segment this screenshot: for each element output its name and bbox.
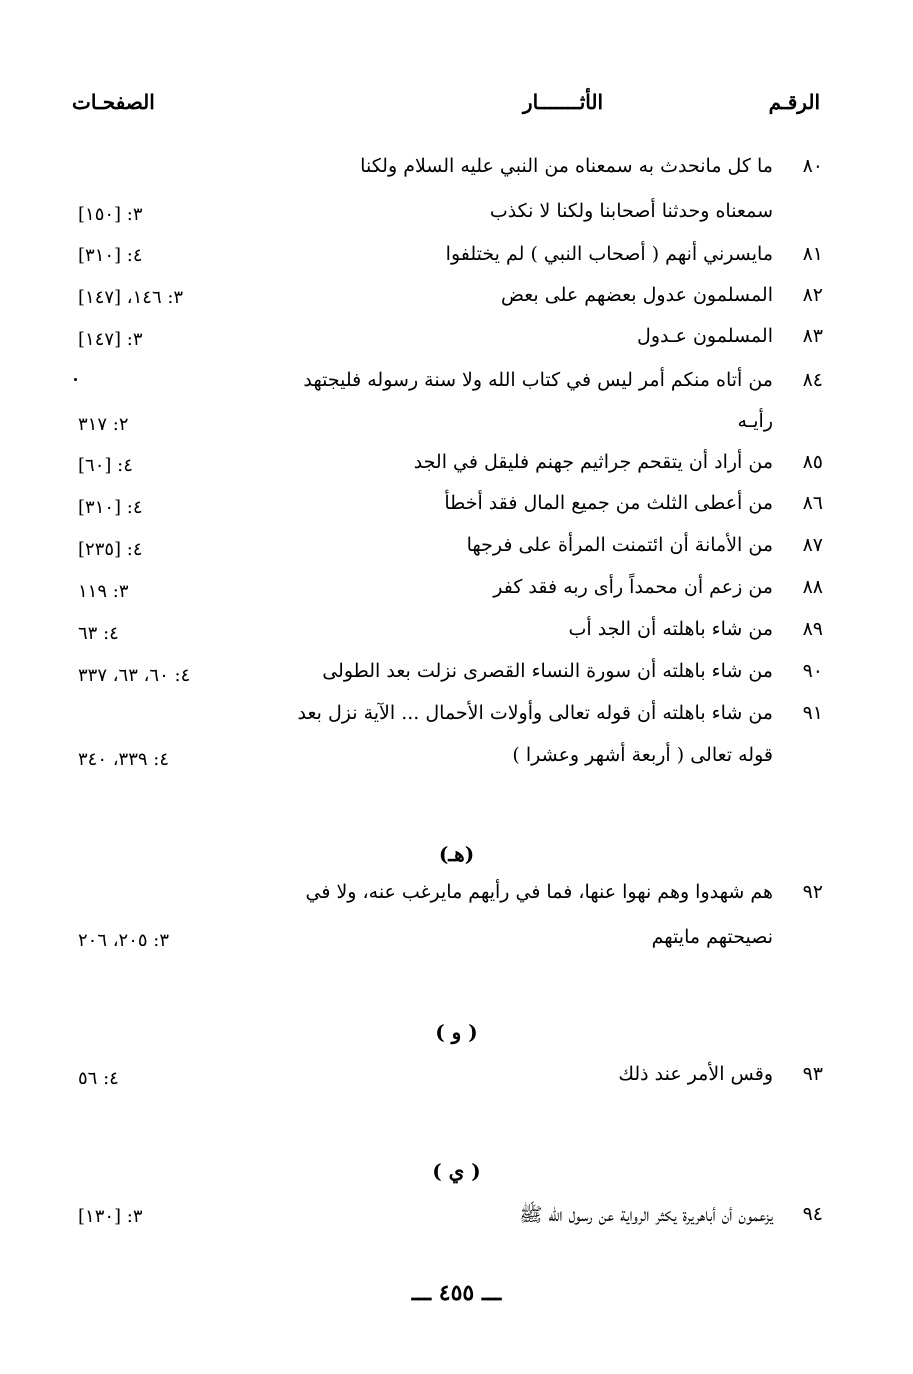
entry-text-line: من الأمانة أن ائتمنت المرأة على فرجها [466,534,773,556]
entry-number: ٨٨ [802,576,823,598]
header-pages-label: الصفحـات [72,90,155,114]
entry-text-line: من أعطى الثلث من جميع المال فقد أخطأ [444,492,773,514]
entry-text-line: المسلمون عدول بعضهم على بعض [500,284,773,306]
entry-number: ٨٣ [802,325,823,347]
entry-reference: ٣: [١٥٠] [78,204,143,225]
entry-number: ٨٩ [802,618,823,640]
entry-number: ٨٢ [802,284,823,306]
section-heading-ya: ( ي ) [432,1159,481,1183]
entry-number: ٩٤ [802,1203,823,1225]
section-heading-ha: (هـ) [438,842,475,866]
entry-reference: ٣: ١٤٦، [١٤٧] [78,287,184,308]
entry-text-line: وقس الأمر عند ذلك [618,1063,773,1085]
entry-number: ٨٥ [802,451,823,473]
entry-text-line: ما كل مانحدث به سمعناه من النبي عليه السلام ولكنا [360,155,773,177]
entry-reference: ٢: ٣١٧ [78,414,129,435]
entry-reference: ٤: ٥٦ [78,1068,119,1089]
entry-number: ٨٠ [802,155,823,177]
entry-reference: ٣: ٢٠٥، ٢٠٦ [78,930,170,951]
entry-reference: ٤: ٣٣٩، ٣٤٠ [78,749,170,770]
entry-number: ٩٢ [802,881,823,903]
entry-reference: ٤: [٣١٠] [78,497,143,518]
entry-text-line: سمعناه وحدثنا أصحابنا ولكنا لا نكذب [489,200,773,222]
entry-reference: ٣: ١١٩ [78,581,129,602]
entry-text-line: من أراد أن يتقحم جراثيم جهنم فليقل في الجد [413,451,773,473]
entry-text-line: مايسرني أنهم ( أصحاب النبي ) لم يختلفوا [445,243,773,265]
entry-text-line: قوله تعالى ( أربعة أشهر وعشرا ) [512,744,773,766]
header-athar-label: الأثـــــــار [522,90,603,114]
entry-text-line: من شاء باهلته أن الجد أب [568,618,773,640]
stray-dot-mark [74,378,77,381]
entry-text-line: من شاء باهلته أن سورة النساء القصرى نزلت بعد الطولى [322,660,773,682]
page-number: ـــ ٤٥٥ ـــ [411,1280,502,1306]
entry-text-line: من زعم أن محمداً رأى ربه فقد كفر [493,576,773,598]
entry-text-line: من أتاه منكم أمر ليس في كتاب الله ولا سنة رسوله فليجتهد [303,369,773,391]
entry-number: ٩١ [802,702,823,724]
entry-number: ٨٦ [802,492,823,514]
entry-reference: ٤: ٦٠، ٦٣، ٣٣٧ [78,665,191,686]
entry-number: ٨٤ [802,369,823,391]
entry-number: ٩٣ [802,1063,823,1085]
entry-reference: ٣: [١٤٧] [78,329,143,350]
entry-number: ٨٧ [802,534,823,556]
entry-reference: ٤: [٦٠] [78,455,133,476]
entry-text-line: نصيحتهم مايتهم [651,926,773,948]
entry-reference: ٤: [٢٣٥] [78,539,143,560]
entry-text-line: هم شهدوا وهم نهوا عنها، فما في رأيهم مايرغب عنه، ولا في [305,881,773,903]
entry-text-line: من شاء باهلته أن قوله تعالى وأولات الأحمال ... الآية نزل بعد [297,702,773,724]
entry-reference: ٣: [١٣٠] [78,1206,143,1227]
entry-reference: ٤: [٣١٠] [78,245,143,266]
entry-reference: ٤: ٦٣ [78,623,119,644]
entry-number: ٩٠ [802,660,823,682]
header-number-label: الرقـم [768,90,820,114]
entry-text-line: يزعمون أن أباهريرة يكثر الرواية عن رسول الله ﷺ [519,1204,773,1226]
entry-text-line: رأيـه [737,410,773,432]
entry-text-line: المسلمون عـدول [637,325,773,347]
entry-number: ٨١ [802,243,823,265]
section-heading-waw: ( و ) [435,1020,478,1044]
